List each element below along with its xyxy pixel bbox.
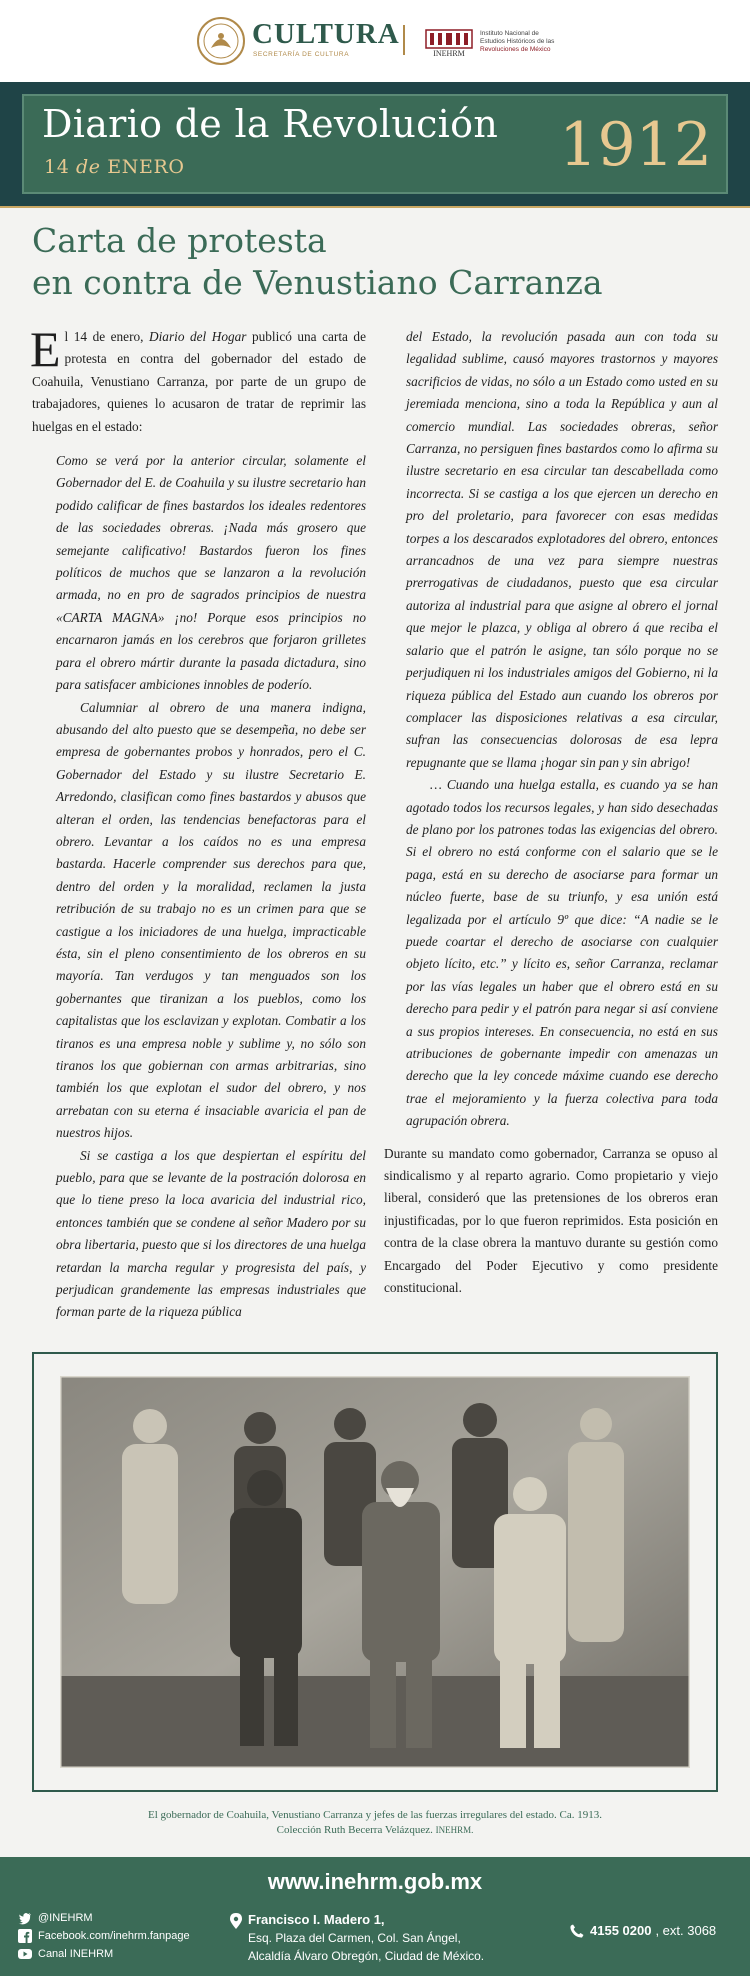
facebook-url: Facebook.com/inehrm.fanpage [38, 1930, 190, 1942]
youtube-channel: Canal INEHRM [38, 1948, 114, 1960]
quote-paragraph: Como se verá por la anterior circular, solamente el Gobernador del E. de Coahuila y su ilustre secretario han podido calificar de fines bastardos los ideales redentores de las sociedades obreras. ¡Nada más grosero que semejante calificativo! Bastardos fueron los fines políticos de muchos que se lanzaron a la revolución armada, no en pro de sagrados principios de nuestra «CARTA MAGNA» ¡no! Porque esos principios no encarnaron jamás en los cerebros que forjaron grilletes para el obrero mártir durante la pasada dictadura, sino para satisfacer ambiciones innobles de poderío. [56, 453, 366, 693]
footer [0, 1857, 750, 1976]
series-title: Diario de la Revolución [42, 102, 499, 146]
header-band [0, 82, 750, 206]
quote-paragraph: Si se castiga a los que despiertan el espíritu del pueblo, para que se levante de la postración dolorosa en que lo tiene preso la loca avaricia del industrial rico, entonces también que se condene al señor Madero por su obra libertaria, puesto que si los directores de una huelga retardan la marcha regular y progresista del país, y perjudican grandemente las empresas industriales que forman parte de la riqueza pública [56, 1147, 366, 1320]
address-block [248, 1911, 484, 1965]
gold-divider [0, 206, 750, 208]
cultura-eagle-icon [196, 16, 246, 66]
cultura-wordmark: CULTURA [252, 18, 400, 50]
quoted-letter-left [56, 450, 366, 1324]
date-de: de [76, 156, 101, 178]
date-day: 14 [44, 156, 70, 178]
top-logo-bar [0, 0, 750, 82]
caption-line1: El gobernador de Coahuila, Venustiano Carranza y jefes de las fuerzas irregulares del estado. Ca. 1913. [148, 1809, 602, 1821]
header-year: 1912 [559, 110, 712, 180]
social-links [18, 1909, 190, 1963]
inehrm-line3: Revoluciones de México [480, 46, 551, 53]
caption-institution: INEHRM. [435, 1825, 474, 1835]
article-headline [32, 220, 603, 304]
cultura-subtitle: SECRETARÍA DE CULTURA [253, 51, 350, 58]
quote-paragraph: del Estado, la revolución pasada aun con toda su legalidad sublime, causó mayores trastornos y mayores sacrificios de vidas, no sólo a un Estado como usted en su jeremiada menciona, sino a toda la República y aun al comercio mundial. Las sociedades obreras, señor Carranza, no persiguen fines bastardos como lo afirma su ilustre secretario en esa circular tan descabellada como incorrecta. Si se castiga a los que ejercen un derecho en pro del proletario, para favorecer con esas medidas torpes a los descarados explotadores del obrero, entonces arrancadnos de una vez para siempre nuestras prerrogativas de ciudadanos, puesto que esa circular autoriza al industrial para que asigne al obrero el jornal que mejor le plazca, y obliga al obrero á que reciba el salario que el patrón le asigne, tan sólo porque no se perjudiquen ni los industriales amigos del Gobierno, ni la riqueza pública del Estado aun cuando los obreros por complacer las disposiciones relativas a esa circular, sufran las consecuencias dolorosas de esa lepra repugnante que se llama ¡hogar sin pan y sin abrigo! [406, 329, 718, 770]
headline-line2: en contra de Venustiano Carranza [32, 263, 603, 302]
youtube-icon [18, 1947, 32, 1961]
intro-text-b: publicó una carta de protesta en contra del gobernador del estado de Coahuila, Venustiano Carranza, por parte de un grupo de trabajadores, quienes lo acusaron de tratar de reprimir las huelgas en el estado: [32, 329, 366, 434]
photo-caption [32, 1808, 718, 1838]
phone-contact[interactable] [570, 1923, 716, 1938]
inehrm-fullname [480, 30, 600, 54]
inehrm-line2: Estudios Históricos de las [480, 38, 555, 45]
headline-line1: Carta de protesta [32, 221, 327, 260]
facebook-icon [18, 1929, 32, 1943]
location-pin-icon [230, 1913, 242, 1929]
phone-number: 4155 0200 [590, 1923, 652, 1938]
date-month: ENERO [107, 156, 185, 178]
article-column-right [384, 326, 718, 1299]
phone-icon [570, 1924, 584, 1938]
youtube-link[interactable] [18, 1945, 190, 1963]
website-link[interactable]: www.inehrm.gob.mx [267, 1869, 483, 1894]
address-title: Francisco I. Madero 1, [248, 1912, 385, 1927]
twitter-icon [18, 1911, 32, 1925]
historical-group-photo [60, 1376, 690, 1768]
logo-divider [403, 25, 405, 55]
twitter-handle: @INEHRM [38, 1912, 93, 1924]
closing-paragraph: Durante su mandato como gobernador, Carranza se opuso al sindicalismo y al reparto agrario. Como propietario y viejo liberal, consideró que las pretensiones de los obreros eran injustificadas, por lo que fueron reprimidos. Esta posición en contra de la clase obrera la mantuvo durante su gestión como Encargado del Poder Ejecutivo y como presidente constitucional. [384, 1145, 718, 1296]
drop-cap: E [30, 321, 61, 377]
photo-frame [32, 1352, 718, 1792]
caption-credit: Colección Ruth Becerra Velázquez. [276, 1824, 436, 1836]
address-line2: Esq. Plaza del Carmen, Col. San Ángel, [248, 1931, 461, 1945]
caption-line2 [32, 1823, 718, 1838]
header-panel [22, 94, 728, 194]
quote-paragraph: Calumniar al obrero de una manera indigna, abusando del alto puesto que se desempeña, no debe ser empresa de gobernantes probos y honrados, pero el C. Gobernador del Estado y su ilustre Secretario E. Arredondo, clasifican como fines bastardos y abusos que alteran el orden, las tendencias benefactoras para el obrero. Levantar a los caídos no es una empresa bastarda. Hacerle comprender sus derechos para que, dentro del orden y la moralidad, reclamen la justa retribución de su trabajo no es un crimen para que se castigue a los iniciadores de una huelga, impracticable ésta, sin el pleno consentimiento de los obreros en su mayoría. Tan verdugos y tan menguados son los gobernantes que tiranizan a los pueblos, como los capitalistas que los esclavizan y explotan. Combatir a los tiranos es una empresa noble y sublime y, no sólo son tiranos los que gobiernan con armas arbitrarias, sino también los que explotan el sudor del obrero, y nos arrebatan con su eterna é insaciable avaricia el pan de nuestros hijos. [56, 699, 366, 1141]
quote-paragraph: … Cuando una huelga estalla, es cuando ya se han agotado todos los recursos legales, y han sido desechadas de plano por los patrones todas las exigencias del obrero. Si el obrero no está conforme con el salario que se le paga, está en su derecho de asociarse para formar un núcleo fuerte, base de su triunfo, y esa unión está legalizada por el artículo 9º que dice: “A nadie se le puede coartar el derecho de asociarse con cualquier objeto lícito, etc.” y lícito es, señor Carranza, reclamar por las vías legales un haber que el obrero está en su derecho para pedir y el patrón para negar si así conviene a sus propios intereses. En consecuencia, no está en sus atribuciones de gobernante impedir con amenazas un derecho que la ley concede máxime cuando ese derecho trae el mejoramiento y la fuerza colectiva para toda agrupación obrera. [406, 777, 718, 1129]
intro-paragraph [30, 321, 366, 438]
phone-extension: , ext. 3068 [655, 1923, 717, 1938]
quoted-letter-right [406, 326, 718, 1133]
header-date [44, 156, 185, 178]
twitter-link[interactable] [18, 1909, 190, 1927]
inehrm-line1: Instituto Nacional de [480, 30, 539, 37]
intro-text-a: l 14 de enero, [64, 329, 149, 344]
inehrm-abbr: INEHRM [433, 49, 465, 58]
address-line3: Alcaldía Álvaro Obregón, Ciudad de México. [248, 1949, 485, 1963]
article-column-left [30, 321, 366, 1324]
facebook-link[interactable] [18, 1927, 190, 1945]
inehrm-building-icon [422, 22, 476, 58]
intro-newspaper: Diario del Hogar [149, 329, 247, 344]
